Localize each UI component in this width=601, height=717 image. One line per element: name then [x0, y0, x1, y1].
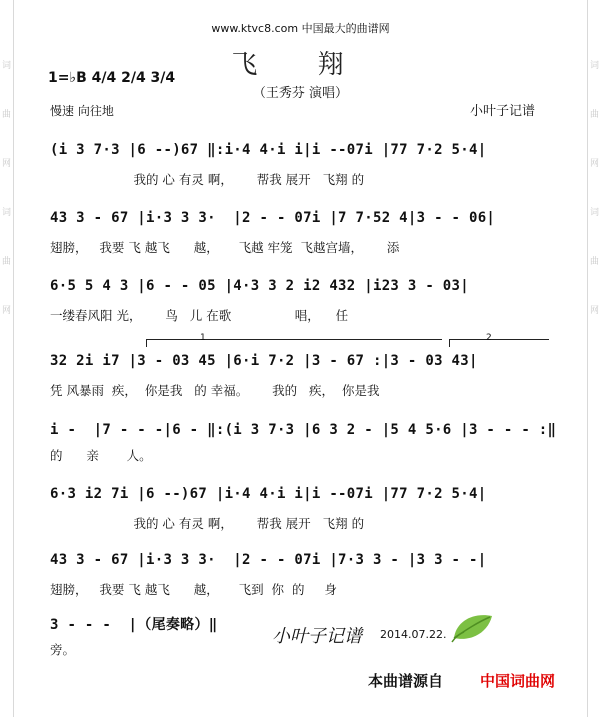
notation-line: 3 - - - |（尾奏略）‖ [50, 617, 218, 633]
lyric-line: 的 亲 人。 [50, 448, 152, 463]
lyric-line: 翅膀， 我要 飞 越飞 越， 飞越 牢笼 飞越宫墙， 添 [50, 240, 400, 255]
lyric-line: 旁。 [50, 642, 76, 657]
notation-line: (i 3 7·3 |6 --)67 ‖:i·4 4·i i|i --07i |77 7·2 5·4| [50, 142, 487, 158]
watermark-char: 词 [589, 208, 599, 218]
handwritten-signature: 小叶子记谱 [272, 626, 362, 647]
notation-line: i - |7 - - -|6 - ‖:(i 3 7·3 |6 3 2 - |5 4 5·6 |3 - - - :‖ [50, 422, 557, 438]
notation-line: 32 2i i7 |3 - 03 45 |6·i 7·2 |3 - 67 :|3 - 03 43| [50, 353, 478, 369]
singer-credit: （王秀芬 演唱） [252, 86, 349, 101]
second-ending-bracket [449, 339, 549, 340]
watermark-char: 网 [589, 306, 599, 316]
watermark-char: 网 [1, 306, 11, 316]
lyric-line: 凭 风暴雨 疾， 你是我 的 幸福。 我的 疾， 你是我 [50, 383, 380, 398]
right-watermark-strip [587, 0, 601, 717]
notation-line: 6·3 i2 7i |6 --)67 |i·4 4·i i|i --07i |77 7·2 5·4| [50, 486, 487, 502]
notation-line: 6·5 5 4 3 |6 - - 05 |4·3 3 2 i2 432 |i23 3 - 03| [50, 278, 469, 294]
lyric-line: 我的 心 有灵 啊， 帮我 展开 飞翔 的 [50, 516, 365, 531]
first-ending-number: 1 [200, 333, 206, 343]
second-ending-number: 2 [486, 333, 492, 343]
watermark-char: 曲 [589, 110, 599, 120]
site-url[interactable]: www.ktvc8.com 中国最大的曲谱网 [211, 22, 390, 35]
watermark-char: 曲 [589, 257, 599, 267]
watermark-char: 网 [1, 159, 11, 169]
song-title: 飞 翔 [231, 50, 370, 80]
source-label: 本曲谱源自 [368, 672, 444, 690]
signature-date: 2014.07.22. [380, 628, 447, 641]
left-watermark-strip [0, 0, 14, 717]
source-brand-link[interactable]: 中国词曲网 [480, 672, 556, 690]
notation-line: 43 3 - 67 |i·3 3 3· |2 - - 07i |7·3 3 - |3 3 - -| [50, 552, 487, 568]
watermark-char: 网 [589, 159, 599, 169]
tempo-marking: 慢速 向往地 [50, 104, 114, 118]
lyric-line: 一缕春风阳 光， 鸟 儿 在歌 唱， 任 [50, 308, 349, 323]
transcriber-credit: 小叶子记谱 [470, 104, 536, 119]
key-signature: 1=♭B 4/4 2/4 3/4 [48, 70, 176, 86]
watermark-char: 词 [1, 208, 11, 218]
first-ending-bracket [146, 339, 442, 340]
watermark-char: 曲 [1, 110, 11, 120]
notation-line: 43 3 - 67 |i·3 3 3· |2 - - 07i |7 7·52 4|3 - - 06| [50, 210, 496, 226]
lyric-line: 翅膀， 我要 飞 越飞 越， 飞到 你 的 身 [50, 582, 337, 597]
lyric-line: 我的 心 有灵 啊， 帮我 展开 飞翔 的 [50, 172, 365, 187]
watermark-char: 词 [1, 61, 11, 71]
watermark-char: 曲 [1, 257, 11, 267]
leaf-icon [450, 610, 496, 644]
watermark-char: 词 [589, 61, 599, 71]
